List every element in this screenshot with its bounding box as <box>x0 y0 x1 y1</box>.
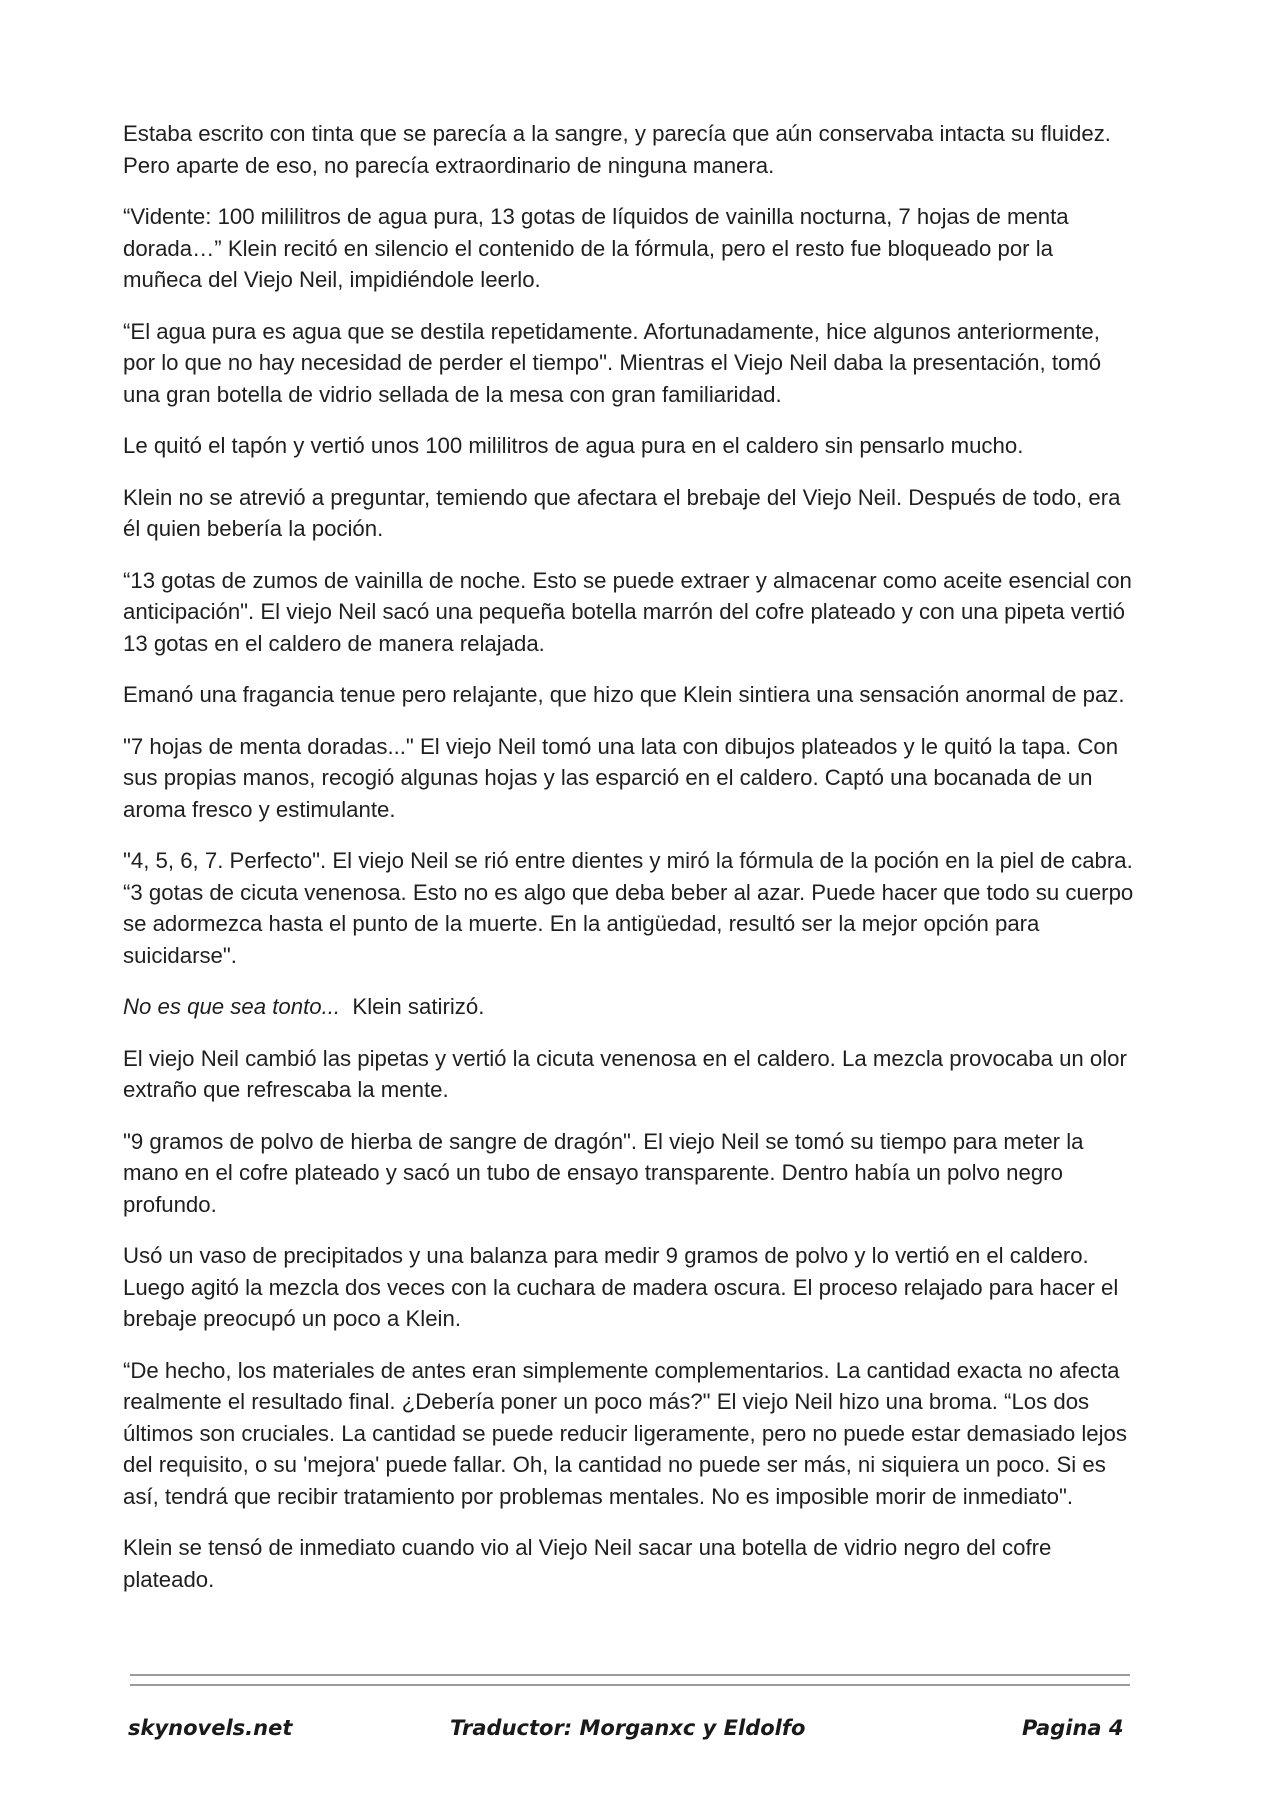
footer-site: skynovels.net <box>128 1716 293 1740</box>
paragraph-7: Emanó una fragancia tenue pero relajante, que hizo que Klein sintiera una sensación anormal de paz. <box>123 682 1125 707</box>
paragraph-2: “Vidente: 100 mililitros de agua pura, 13 gotas de líquidos de vainilla nocturna, 7 hojas de menta dorada…” Klein recitó en silencio el contenido de la fórmula, pero el resto fue bloqueado por la muñeca del Viejo Neil, impidiéndole leerlo. <box>123 204 1069 292</box>
paragraph-15: Klein se tensó de inmediato cuando vio al Viejo Neil sacar una botella de vidrio negro del cofre plateado. <box>123 1535 1052 1592</box>
paragraph-3: “El agua pura es agua que se destila repetidamente. Afortunadamente, hice algunos anteriormente, por lo que no hay necesidad de perder el tiempo". Mientras el Viejo Neil daba la presentación, tomó una gran botella de vidrio sellada de la mesa con gran familiaridad. <box>123 318 1102 407</box>
paragraph-10 <box>123 991 1138 1023</box>
thought-attribution: Klein satirizó. <box>340 994 485 1019</box>
paragraph-13: Usó un vaso de precipitados y una balanza para medir 9 gramos de polvo y lo vertió en el caldero. Luego agitó la mezcla dos veces con la cuchara de madera oscura. El proceso relajado para hacer el brebaje preocupó un poco a Klein. <box>123 1243 1119 1331</box>
paragraph-5: Klein no se atrevió a preguntar, temiendo que afectara el brebaje del Viejo Neil. Después de todo, era él quien bebería la poción. <box>123 484 1121 541</box>
paragraph-9: "4, 5, 6, 7. Perfecto". El viejo Neil se rió entre dientes y miró la fórmula de la poción en la piel de cabra. “3 gotas de cicuta venenosa. Esto no es algo que deba beber al azar. Puede hacer que todo su cuerpo se adormezca hasta el punto de la muerte. En la antigüedad, resultó ser la mejor opción para suicidarse". <box>123 848 1134 968</box>
paragraph-12: "9 gramos de polvo de hierba de sangre de dragón". El viejo Neil se tomó su tiempo para meter la mano en el cofre plateado y sacó un tubo de ensayo transparente. Dentro había un polvo negro profundo. <box>123 1128 1084 1217</box>
paragraph-6: “13 gotas de zumos de vainilla de noche. Esto se puede extraer y almacenar como aceite esencial con anticipación". El viejo Neil sacó una pequeña botella marrón del cofre plateado y con una pipeta vertió 13 gotas en el caldero de manera relajada. <box>123 567 1132 656</box>
paragraph-8: "7 hojas de menta doradas..." El viejo Neil tomó una lata con dibujos plateados y le quitó la tapa. Con sus propias manos, recogió algunas hojas y las esparció en el caldero. Captó una bocanada de un aroma fresco y estimulante. <box>123 733 1119 822</box>
paragraph-14: “De hecho, los materiales de antes eran simplemente complementarios. La cantidad exacta no afecta realmente el resultado final. ¿Debería poner un poco más?" El viejo Neil hizo una broma. “Los dos últimos son cruciales. La cantidad se puede reducir ligeramente, pero no puede estar demasiado lejos del requisito, o su 'mejora' puede fallar. Oh, la cantidad no puede ser más, ni siquiera un poco. Si es así, tendrá que recibir tratamiento por problemas mentales. No es imposible morir de inmediato". <box>123 1357 1127 1509</box>
footer-page-number: Pagina 4 <box>1022 1716 1124 1740</box>
paragraph-1: Estaba escrito con tinta que se parecía a la sangre, y parecía que aún conservaba intacta su fluidez. Pero aparte de eso, no parecía extraordinario de ninguna manera. <box>123 121 1111 178</box>
paragraph-11: El viejo Neil cambió las pipetas y vertió la cicuta venenosa en el caldero. La mezcla provocaba un olor extraño que refrescaba la mente. <box>123 1045 1127 1102</box>
footer-divider-bottom <box>130 1684 1130 1686</box>
footer-translator: Traductor: Morganxc y Eldolfo <box>450 1716 806 1740</box>
italic-thought: No es que sea tonto... <box>123 994 341 1019</box>
paragraph-4: Le quitó el tapón y vertió unos 100 mililitros de agua pura en el caldero sin pensarlo mucho. <box>123 433 1024 458</box>
body-text <box>123 118 1138 1615</box>
footer-divider-top <box>130 1674 1130 1676</box>
